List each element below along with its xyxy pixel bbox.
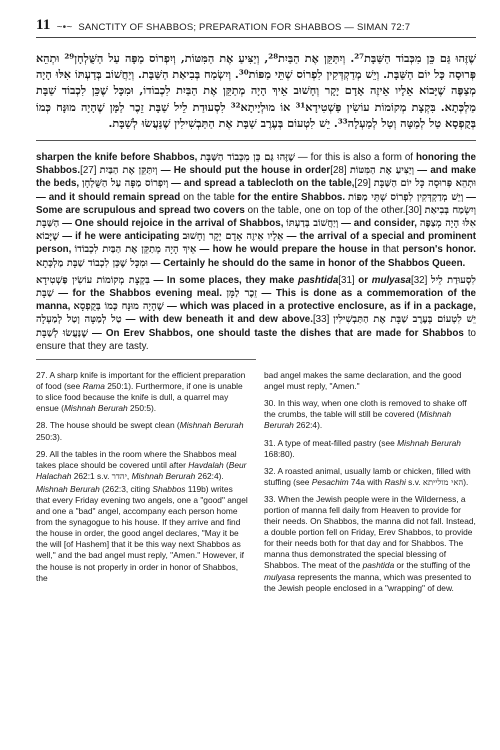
text-run: [30] bbox=[405, 204, 425, 216]
ornament-icon: ~•~ bbox=[56, 22, 73, 33]
text-run: 74a with bbox=[348, 476, 385, 487]
footnotes bbox=[36, 370, 476, 600]
text-run: 31. A type of meat-filled pastry (see bbox=[264, 437, 398, 448]
source-citation: mulyasa bbox=[264, 571, 296, 582]
source-citation: Pesachim bbox=[311, 476, 349, 487]
running-header bbox=[36, 18, 476, 38]
bold-text: — how he would prepare the house in bbox=[196, 244, 383, 256]
text-run: 33. When the Jewish people were in the Wilderness, a portion of manna fell daily from Heaven to provide for their needs. On Shabbos, the manna did not fall. Instead, a double portion fell on Friday, Erev Shabbos, to provide for their needs both for that day and for Shabbos. The manna thus demonstrated the special blessing of Shabbos. The meat of the bbox=[264, 493, 476, 571]
hebrew-phrase: האי מולייתא bbox=[422, 476, 464, 487]
translation-commentary bbox=[36, 151, 476, 353]
text-run: represents the manna, which was presented to the Jewish people enclosed in a "wrapping" of dew. bbox=[264, 571, 472, 593]
text-run: ( bbox=[223, 459, 229, 470]
footnote bbox=[36, 484, 248, 584]
hebrew-phrase: וְיֵשׁ מְדַקְדְּקִין לִפְרוֹס שְׁתֵּי מַפּוֹת bbox=[348, 191, 464, 203]
bold-text: — On Erev Shabbos, one should taste the dishes that are made for Shabbos bbox=[88, 327, 468, 339]
source-citation: Rama bbox=[82, 381, 105, 392]
commentary-paragraph bbox=[36, 274, 476, 353]
bold-text: — Certainly he should do the same in honor of the Shabbos Queen. bbox=[147, 257, 466, 269]
hebrew-phrase: וּתְהֵא פְּרוּסָה כָּל יוֹם הַשַּׁבָּת bbox=[373, 178, 476, 190]
text-run: — for this is also a form of bbox=[294, 152, 416, 164]
hebrew-main-text bbox=[36, 50, 476, 131]
text-run: [32] bbox=[410, 274, 431, 286]
hebrew-phrase: יהדר bbox=[111, 470, 127, 481]
footnote bbox=[36, 370, 248, 414]
text-run: on the table, one on top of the other. bbox=[247, 204, 406, 216]
page-number: 11 bbox=[36, 17, 51, 33]
text-run: [28] bbox=[330, 165, 350, 177]
footnote bbox=[264, 398, 476, 431]
bold-text: person's honor. bbox=[402, 244, 476, 256]
hebrew-phrase: וְיַחֲשׁוֹב בְּדַעְתּוֹ bbox=[286, 218, 339, 230]
bold-text: — In some places, they make bbox=[149, 274, 298, 286]
text-run: 262:1 s.v. bbox=[71, 470, 112, 481]
footnote-divider bbox=[36, 359, 256, 360]
hebrew-phrase: בִּקְצָת מְקוֹמוֹת עוֹשִׂין פַּשְׁטִידָא bbox=[36, 274, 150, 286]
text-run: [27] bbox=[80, 165, 100, 177]
source-citation: Mishnah Berurah bbox=[264, 409, 452, 431]
hebrew-phrase: אִלּוּ הָיָה מְצַפֶּה שֶׁיָּבוֹא bbox=[36, 218, 476, 243]
text-run: 250:3). bbox=[36, 431, 63, 442]
text-run: [29] bbox=[354, 178, 374, 190]
bold-text: sharpen the knife before Shabbos, bbox=[36, 152, 201, 164]
source-citation: Mishnah Berurah bbox=[179, 420, 244, 431]
footnote bbox=[264, 466, 476, 488]
text-run: 119b) writes that every Friday evening two angels, one a "good" angel and one a "bad" angel, accompany each person home from the synagogue to his house. If they arrive and find the house in order, the good angel declares, "May it be the will [of Hashem] that it be this way next Shabbos as well," and the bad angel must reply, "Amen." However, if the house is not properly in order in honor of Shabbos, the bbox=[36, 483, 248, 583]
hebrew-phrase: לִסְעוּדַת לֵיל שַׁבָּת bbox=[36, 274, 476, 300]
bold-text: — and make the beds, bbox=[36, 165, 477, 190]
bold-italic-term: pashtida bbox=[297, 274, 339, 286]
hebrew-phrase: שֶׁהָיָה מוּנָּח כְּמוֹ בְּקֻפְסָא bbox=[73, 301, 164, 313]
text-run: 262:4). bbox=[293, 420, 323, 431]
text-run: to ensure that they are tasty. bbox=[36, 327, 476, 352]
source-citation: Beur Halachah bbox=[36, 459, 247, 481]
text-run: 32. A roasted animal, usually lamb or chicken, filled with stuffing (see bbox=[264, 465, 471, 487]
running-title: SANCTITY OF SHABBOS; PREPARATION FOR SHABBOS — SIMAN 72:7 bbox=[78, 22, 411, 33]
footnote bbox=[36, 449, 248, 482]
hebrew-phrase: אֵלָיו אֵיזֶה אָדָם יָקָר וְחָשׁוּב bbox=[182, 231, 284, 243]
bold-text: — Some are scrupulous and spread two covers bbox=[36, 191, 476, 216]
text-run: s.v. bbox=[405, 476, 423, 487]
bold-text: — and spread a tablecloth on the table, bbox=[168, 178, 355, 190]
bold-text: — One should rejoice in the arrival of Shabbos, bbox=[59, 218, 287, 230]
bold-text: honoring the Shabbos. bbox=[36, 152, 477, 177]
bold-text: — for the Shabbos evening meal. bbox=[53, 288, 227, 300]
footnote bbox=[36, 420, 248, 442]
hebrew-phrase: טַל לְמַטָּה וְטַל לְמַעְלָה bbox=[36, 314, 122, 326]
text-run: (262:3, citing bbox=[99, 483, 153, 494]
text-run: on the table bbox=[183, 191, 238, 203]
text-run: bad angel makes the same declaration, and the good angel must reply, "Amen." bbox=[264, 370, 462, 392]
bold-text: or bbox=[358, 274, 372, 286]
hebrew-paragraph: שֶׁזֶּהוּ גַּם כֵּן מִכְּבוֹד הַשַּׁבָּת²⁷. וְיִתַּקֵּן אֶת הַבַּיִת²⁸, וְיַצִּיעַ אֶת הַמִּטּוֹת, וְיִפְרוֹס מַפָּה עַל הַשֻּׁלְחָן²⁹ וּתְהֵא פְּרוּסָה כָּל יוֹם הַשַּׁבָּת. וְיֵשׁ מְדַקְדְּקִין לִפְרוֹס שְׁתֵּי מַפּוֹת³⁰. וְיִשְׂמַח בְּבִיאַת הַשַּׁבָּת. וְיַחֲשׁוֹב בְּדַעְתּוֹ אִלּוּ הָיָה מְצַפֶּה שֶׁיָּבוֹא אֵלָיו אֵיזֶה אָדָם יָקָר וְחָשׁוּב אֵיךְ הָיָה מְתַקֵּן אֶת הַבַּיִת לִכְבוֹדוֹ, וּמִכָּל שֶׁכֵּן לִכְבוֹד שַׁבָּת מַלְכְּתָא. בִּקְצָת מְקוֹמוֹת עוֹשִׂין פַּשְׁטִידָא³¹ אוֹ מוּלְיָיתָא³² לִסְעוּדַת לֵיל שַׁבָּת זֵכֶר לַמָּן שֶׁהָיָה מוּנָּח כְּמוֹ בְּקֻפְסָא טַל לְמַטָּה וְטַל לְמַעְלָה³³. יֵשׁ לִטְעוֹם בְּעֶרֶב שַׁבָּת אֶת הַתַּבְשִׁילִין שֶׁנַּעֲשׂוּ לְשַׁבָּת. bbox=[36, 51, 476, 130]
text-run: 250:5). bbox=[127, 403, 157, 414]
hebrew-phrase: זֵכֶר לַמָּן bbox=[226, 288, 257, 300]
source-citation: pashtida bbox=[362, 560, 395, 571]
hebrew-phrase: וּמִכָּל שֶׁכֵּן לִכְבוֹד שַׁבָּת מַלְכְּתָא bbox=[36, 257, 148, 269]
footnotes-left-column bbox=[36, 370, 248, 600]
bold-text: — with dew beneath it and dew above. bbox=[121, 314, 313, 326]
bold-text: — He should put the house in order bbox=[157, 165, 331, 177]
text-run: [33] bbox=[312, 314, 334, 326]
text-run: or the stuffing of the bbox=[394, 560, 471, 571]
text-run: , bbox=[126, 470, 132, 481]
source-citation: Mishnah Berurah bbox=[397, 437, 461, 448]
source-citation: Rashi bbox=[384, 476, 406, 487]
hebrew-phrase: שֶׁזֶּהוּ גַּם כֵּן מִכְּבוֹד הַשַּׁבָּת bbox=[200, 152, 295, 164]
bold-italic-term: mulyasa bbox=[371, 274, 411, 286]
footnote bbox=[264, 438, 476, 460]
hebrew-phrase: יֵשׁ לִטְעוֹם בְּעֶרֶב שַׁבָּת אֶת הַתַּבְשִׁילִין שֶׁנַּעֲשׂוּ לְשַׁבָּת bbox=[36, 314, 476, 339]
commentary-paragraph bbox=[36, 151, 476, 270]
book-page bbox=[36, 18, 476, 600]
hebrew-phrase: אֵיךְ הָיָה מְתַקֵּן אֶת הַבַּיִת לִכְבוֹדוֹ bbox=[74, 244, 197, 256]
text-run: 250:1). Furthermore, if one is unable to slice food because the knife is dull, a quarrel may ensue ( bbox=[36, 381, 243, 414]
footnote bbox=[264, 370, 476, 392]
footnotes-right-column bbox=[264, 370, 476, 600]
text-run: 29. All the tables in the room where the Shabbos meal takes place should be covered until after bbox=[36, 448, 237, 470]
hebrew-phrase: וְיִשְׂמַח בְּבִיאַת הַשַּׁבָּת bbox=[36, 204, 477, 230]
bold-text: for the entire Shabbos. bbox=[237, 191, 349, 203]
text-run: 28. The house should be swept clean ( bbox=[36, 420, 180, 431]
text-run: 30. In this way, when one cloth is removed to shake off the crumbs, the table will still be covered ( bbox=[264, 398, 467, 420]
section-divider bbox=[36, 140, 476, 141]
text-run: 27. A sharp knife is important for the efficient preparation of food (see bbox=[36, 370, 246, 392]
source-citation: Mishnah Berurah bbox=[63, 403, 128, 414]
bold-text: — if he were anticipating bbox=[59, 231, 183, 243]
text-run: that bbox=[382, 244, 403, 256]
hebrew-phrase: וְיִתַּקֵּן אֶת הַבַּיִת bbox=[99, 165, 158, 177]
source-citation: Mishnah Berurah bbox=[36, 483, 100, 494]
source-citation: Mishnah Berurah bbox=[131, 470, 196, 481]
hebrew-phrase: וְיַצִּיעַ אֶת הַמִּטּוֹת bbox=[349, 165, 415, 177]
bold-text: — which was placed in a protective enclosure, as if in a package, bbox=[163, 301, 476, 313]
text-run: 168:80). bbox=[264, 448, 295, 459]
hebrew-phrase: וְיִפְרוֹס מַפָּה עַל הַשֻּׁלְחָן bbox=[82, 178, 169, 190]
text-run: 262:4). bbox=[195, 470, 224, 481]
source-citation: Havdalah bbox=[188, 459, 224, 470]
bold-text: — and it should remain spread bbox=[36, 191, 184, 203]
footnote bbox=[264, 494, 476, 594]
bold-text: — the arrival of a special and prominent person, bbox=[36, 231, 476, 256]
text-run: [31] bbox=[338, 274, 359, 286]
text-run: ). bbox=[463, 476, 469, 487]
bold-text: — This is done as a commemoration of the manna, bbox=[36, 288, 477, 313]
source-citation: Shabbos bbox=[152, 483, 186, 494]
bold-text: — and consider, bbox=[338, 218, 420, 230]
